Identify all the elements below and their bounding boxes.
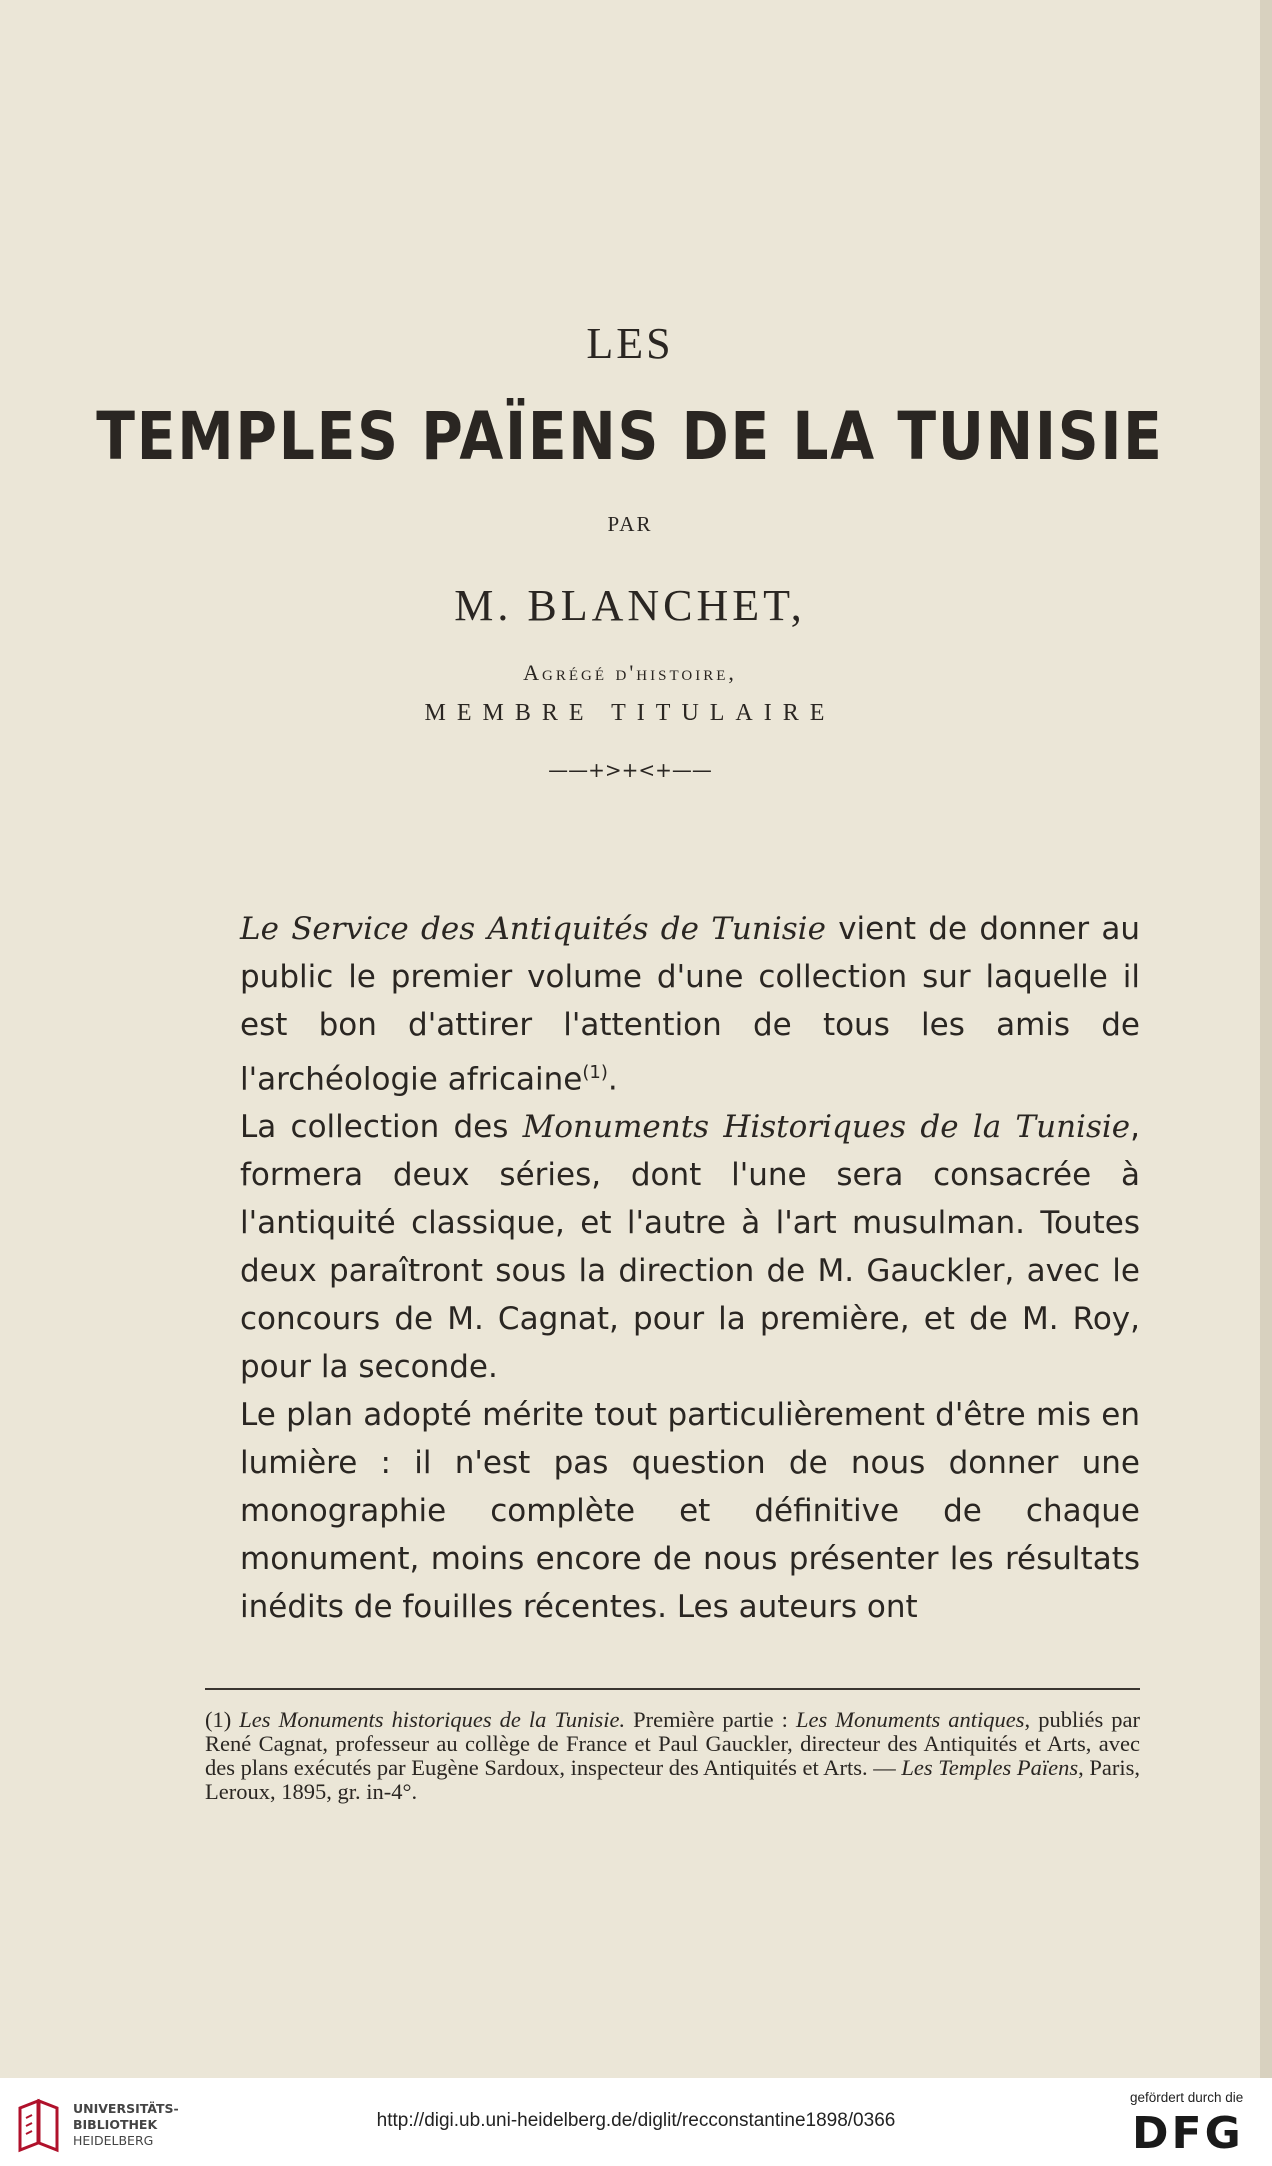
author-name: M. BLANCHET, [454, 581, 806, 630]
paragraph-1-text: vient de donner au public le premier volume d'une collection sur laquelle il est bon d'attirer l'attention de tous les amis de l'archéologie africaine [240, 911, 1140, 1098]
title-les: LES [586, 319, 674, 368]
footnote-rule [205, 1688, 1140, 1690]
italic-monuments: Monuments Historiques de la Tunisie [522, 1109, 1131, 1146]
author-title: Agrégé d'histoire, [523, 660, 737, 685]
uni-line-3: HEIDELBERG [73, 2133, 154, 2148]
body-text [240, 905, 1140, 1631]
par-label: PAR [607, 512, 653, 536]
paragraph-2-text: , formera deux séries, dont l'une sera consacrée à l'antiquité classique, et l'autre à l'art musulman. Toutes deux paraîtront sous la direction de M. Gauckler, avec le concours de M. Cagnat, pour la première, et de M. Roy, pour la seconde. [240, 1109, 1140, 1386]
paragraph-2 [240, 1103, 1140, 1391]
footnote-italic-a: Les Monuments historiques de la Tunisie. [239, 1707, 626, 1732]
source-url-link[interactable]: http://digi.ub.uni-heidelberg.de/diglit/recconstantine1898/0366 [376, 2110, 896, 2131]
paragraph-1-end: . [607, 1061, 618, 1098]
main-title: TEMPLES PAÏENS DE LA TUNISIE [96, 398, 1164, 475]
footnote-text-c: , Paris, Leroux, 1895, gr. in-4°. [205, 1755, 1141, 1804]
footnote-marker: (1) [205, 1707, 240, 1732]
footnote-text-b: , publiés par René Cagnat, professeur au collège de France et Paul Gauckler, directeur des Antiquités et Arts, avec des plans exécutés par Eugène Sardoux, inspecteur des Antiquités et Arts. — [205, 1707, 1140, 1780]
dfg-logo: DFG [1132, 2108, 1244, 2159]
footnote-italic-b: Les Monuments antiques [795, 1707, 1025, 1732]
footnote [205, 1708, 1140, 1804]
paragraph-2-start: La collection des [240, 1109, 523, 1146]
footnote-italic-c: Les Temples Païens [901, 1755, 1079, 1780]
paragraph-1 [240, 905, 1140, 1103]
page-edge [1260, 0, 1272, 2078]
uni-line-1: UNIVERSITÄTS- [73, 2101, 179, 2116]
footnote-text-a: Première partie : [625, 1707, 796, 1732]
ornament-divider: ——+>+<+—— [548, 758, 712, 782]
paragraph-3 [240, 1391, 1140, 1631]
funding-label: gefördert durch die [1130, 2090, 1244, 2105]
paragraph-3-text: Le plan adopté mérite tout particulièrement d'être mis en lumière : il n'est pas question de nous donner une monographie complète et définitive de chaque monument, moins encore de nous présenter les résultats inédits de fouilles récentes. Les auteurs ont [240, 1397, 1140, 1626]
italic-service: Le Service des Antiquités de Tunisie [240, 911, 826, 947]
uni-line-2: BIBLIOTHEK [73, 2117, 158, 2132]
footnote-ref: (1) [582, 1062, 608, 1083]
author-membership: MEMBRE TITULAIRE [424, 700, 836, 726]
